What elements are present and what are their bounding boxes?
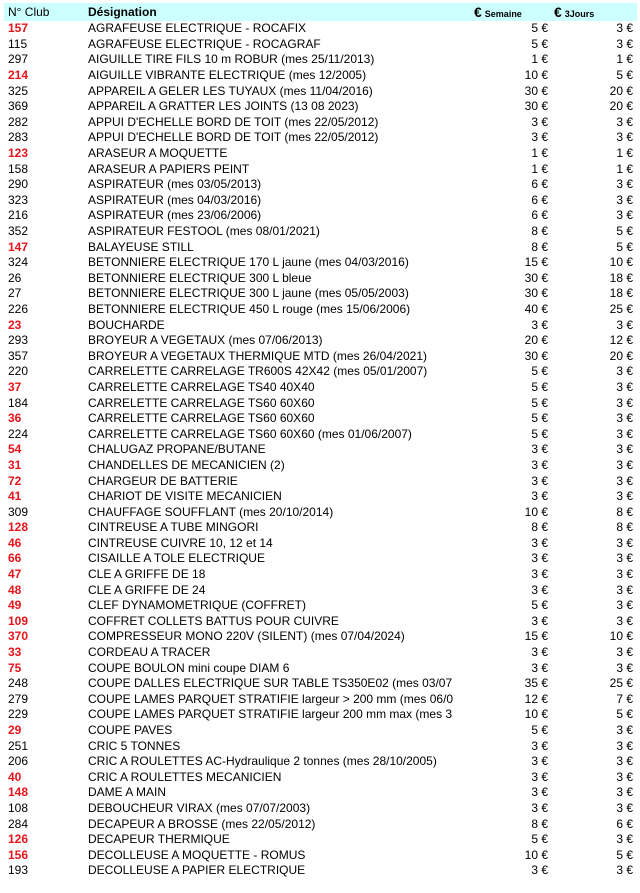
designation-cell: AGRAFEUSE ELECTRIQUE - ROCAGRAF	[88, 36, 321, 51]
week-price-cell: 5 €	[531, 21, 548, 36]
week-price-cell: 3 €	[531, 567, 548, 582]
table-row	[4, 770, 637, 786]
club-number-cell: 279	[8, 691, 29, 706]
three-days-price-cell: 20 €	[609, 99, 633, 114]
club-number-cell: 66	[8, 551, 22, 566]
designation-cell: BROYEUR A VEGETAUX THERMIQUE MTD (mes 26/04/2021)	[88, 348, 427, 363]
three-days-price-cell: 3 €	[616, 613, 633, 628]
club-number-cell: 284	[8, 816, 29, 831]
table-row	[4, 37, 637, 53]
week-price-cell: 8 €	[531, 239, 548, 254]
table-row	[4, 458, 637, 474]
three-days-price-cell: 3 €	[616, 177, 633, 192]
week-price-cell: 8 €	[531, 224, 548, 239]
three-days-price-cell: 3 €	[616, 411, 633, 426]
club-number-cell: 193	[8, 863, 29, 878]
week-price-cell: 12 €	[524, 691, 548, 706]
table-row	[4, 161, 637, 177]
designation-cell: ASPIRATEUR FESTOOL (mes 08/01/2021)	[88, 224, 320, 239]
week-price-cell: 3 €	[531, 317, 548, 332]
designation-cell: ARASEUR A PAPIERS PEINT	[88, 161, 250, 176]
designation-cell: CRIC A ROULETTES MECANICIEN	[88, 769, 282, 784]
table-row	[4, 832, 637, 848]
week-price-cell: 15 €	[524, 255, 548, 270]
table-row	[4, 551, 637, 567]
three-days-price-cell: 5 €	[616, 68, 633, 83]
table-row	[4, 598, 637, 614]
designation-cell: CHARIOT DE VISITE MECANICIEN	[88, 489, 282, 504]
table-row	[4, 271, 637, 287]
table-row	[4, 255, 637, 271]
three-days-price-cell: 3 €	[616, 114, 633, 129]
club-number-cell: 33	[8, 645, 22, 660]
three-days-price-cell: 3 €	[616, 863, 633, 878]
club-number-cell: 27	[8, 286, 22, 301]
table-row	[4, 426, 637, 442]
week-price-cell: 20 €	[524, 333, 548, 348]
table-row	[4, 801, 637, 817]
three-days-price-cell: 20 €	[609, 83, 633, 98]
header-club-number: N° Club	[4, 3, 84, 21]
table-row	[4, 333, 637, 349]
designation-cell: CLEF DYNAMOMETRIQUE (COFFRET)	[88, 598, 306, 613]
three-days-price-cell: 3 €	[616, 192, 633, 207]
table-row	[4, 177, 637, 193]
designation-cell: CARRELETTE CARRELAGE TR600S 42X42 (mes 05/01/2007)	[88, 364, 428, 379]
designation-cell: COUPE BOULON mini coupe DIAM 6	[88, 660, 290, 675]
table-row	[4, 68, 637, 84]
week-price-cell: 5 €	[531, 36, 548, 51]
club-number-cell: 206	[8, 754, 29, 769]
designation-cell: CARRELETTE CARRELAGE TS60 60X60 (mes 01/06/2007)	[88, 426, 412, 441]
week-price-cell: 30 €	[524, 83, 548, 98]
three-days-price-cell: 25 €	[609, 301, 633, 316]
designation-cell: ASPIRATEUR (mes 23/06/2006)	[88, 208, 262, 223]
week-price-cell: 8 €	[531, 520, 548, 535]
designation-cell: BETONNIERE ELECTRIQUE 170 L jaune (mes 04/03/2016)	[88, 255, 409, 270]
week-price-cell: 10 €	[524, 68, 548, 83]
designation-cell: ARASEUR A MOQUETTE	[88, 146, 228, 161]
club-number-cell: 37	[8, 379, 22, 394]
club-number-cell: 352	[8, 224, 29, 239]
club-number-cell: 309	[8, 504, 29, 519]
club-number-cell: 23	[8, 317, 22, 332]
three-days-price-cell: 5 €	[616, 239, 633, 254]
table-row	[4, 660, 637, 676]
club-number-cell: 54	[8, 442, 22, 457]
table-row	[4, 239, 637, 255]
table-row	[4, 754, 637, 770]
three-days-price-cell: 3 €	[616, 208, 633, 223]
table-row	[4, 442, 637, 458]
designation-cell: BETONNIERE ELECTRIQUE 450 L rouge (mes 15/06/2006)	[88, 301, 411, 316]
designation-cell: CHANDELLES DE MECANICIEN (2)	[88, 457, 285, 472]
designation-cell: BALAYEUSE STILL	[88, 239, 194, 254]
designation-cell: CHALUGAZ PROPANE/BUTANE	[88, 442, 266, 457]
designation-cell: CARRELETTE CARRELAGE TS60 60X60	[88, 395, 315, 410]
club-number-cell: 324	[8, 255, 29, 270]
three-days-price-cell: 3 €	[616, 738, 633, 753]
designation-cell: ASPIRATEUR (mes 04/03/2016)	[88, 192, 262, 207]
week-price-cell: 3 €	[531, 645, 548, 660]
designation-cell: CRIC 5 TONNES	[88, 738, 181, 753]
three-days-price-cell: 3 €	[616, 379, 633, 394]
table-row	[4, 536, 637, 552]
three-days-price-cell: 3 €	[616, 426, 633, 441]
club-number-cell: 323	[8, 192, 29, 207]
table-row	[4, 785, 637, 801]
week-price-cell: 6 €	[531, 177, 548, 192]
three-days-price-cell: 3 €	[616, 551, 633, 566]
table-row	[4, 614, 637, 630]
table-row	[4, 676, 637, 692]
club-number-cell: 126	[8, 832, 29, 847]
table-row	[4, 99, 637, 115]
week-price-cell: 1 €	[531, 146, 548, 161]
designation-cell: COUPE DALLES ELECTRIQUE SUR TABLE TS350E02 (mes 03/07	[88, 676, 453, 691]
table-row	[4, 380, 637, 396]
week-price-cell: 5 €	[531, 832, 548, 847]
three-days-price-cell: 10 €	[609, 255, 633, 270]
week-price-cell: 3 €	[531, 660, 548, 675]
three-days-price-cell: 25 €	[609, 676, 633, 691]
week-price-cell: 30 €	[524, 286, 548, 301]
club-number-cell: 147	[8, 239, 29, 254]
designation-cell: DEBOUCHEUR VIRAX (mes 07/07/2003)	[88, 800, 311, 815]
three-days-price-cell: 10 €	[609, 629, 633, 644]
club-number-cell: 72	[8, 473, 22, 488]
week-price-cell: 5 €	[531, 379, 548, 394]
club-number-cell: 47	[8, 567, 22, 582]
three-days-price-cell: 3 €	[616, 130, 633, 145]
week-price-cell: 30 €	[524, 348, 548, 363]
three-days-price-cell: 3 €	[616, 317, 633, 332]
club-number-cell: 46	[8, 535, 22, 550]
club-number-cell: 214	[8, 68, 29, 83]
week-price-cell: 3 €	[531, 551, 548, 566]
three-days-price-cell: 3 €	[616, 754, 633, 769]
week-price-cell: 10 €	[524, 504, 548, 519]
three-days-price-cell: 3 €	[616, 660, 633, 675]
club-number-cell: 26	[8, 270, 22, 285]
club-number-cell: 123	[8, 146, 29, 161]
three-days-price-cell: 1 €	[616, 146, 633, 161]
club-number-cell: 29	[8, 723, 22, 738]
header-designation: Désignation	[84, 3, 474, 21]
three-days-price-cell: 3 €	[616, 800, 633, 815]
club-number-cell: 216	[8, 208, 29, 223]
week-price-cell: 3 €	[531, 800, 548, 815]
week-price-cell: 5 €	[531, 723, 548, 738]
three-days-price-cell: 6 €	[616, 816, 633, 831]
week-price-cell: 5 €	[531, 395, 548, 410]
table-row	[4, 504, 637, 520]
week-price-cell: 3 €	[531, 457, 548, 472]
table-row	[4, 208, 637, 224]
table-row	[4, 83, 637, 99]
designation-cell: COFFRET COLLETS BATTUS POUR CUIVRE	[88, 613, 339, 628]
three-days-price-cell: 3 €	[616, 36, 633, 51]
table-row	[4, 286, 637, 302]
designation-cell: CARRELETTE CARRELAGE TS60 60X60	[88, 411, 315, 426]
club-number-cell: 41	[8, 489, 22, 504]
week-price-cell: 1 €	[531, 161, 548, 176]
table-row	[4, 847, 637, 863]
table-row	[4, 21, 637, 37]
table-row	[4, 645, 637, 661]
table-row	[4, 224, 637, 240]
week-price-cell: 10 €	[524, 707, 548, 722]
header-row	[4, 3, 637, 21]
week-price-cell: 30 €	[524, 99, 548, 114]
euro-icon: €	[474, 4, 482, 20]
three-days-price-cell: 8 €	[616, 504, 633, 519]
designation-cell: ASPIRATEUR (mes 03/05/2013)	[88, 177, 262, 192]
club-number-cell: 36	[8, 411, 22, 426]
table-row	[4, 348, 637, 364]
designation-cell: APPAREIL A GELER LES TUYAUX (mes 11/04/2016)	[88, 83, 373, 98]
designation-cell: DECAPEUR THERMIQUE	[88, 832, 230, 847]
table-row	[4, 364, 637, 380]
week-price-cell: 5 €	[531, 364, 548, 379]
three-days-price-cell: 3 €	[616, 489, 633, 504]
club-number-cell: 31	[8, 457, 22, 472]
designation-cell: AIGUILLE TIRE FILS 10 m ROBUR (mes 25/11/2013)	[88, 52, 375, 67]
designation-cell: CINTREUSE CUIVRE 10, 12 et 14	[88, 535, 273, 550]
week-price-cell: 5 €	[531, 411, 548, 426]
week-price-cell: 3 €	[531, 473, 548, 488]
header-3days-label: 3Jours	[564, 9, 595, 19]
table-row	[4, 473, 637, 489]
club-number-cell: 40	[8, 769, 22, 784]
rental-price-table	[4, 3, 637, 879]
week-price-cell: 3 €	[531, 442, 548, 457]
designation-cell: CISAILLE A TOLE ELECTRIQUE	[88, 551, 265, 566]
three-days-price-cell: 20 €	[609, 348, 633, 363]
designation-cell: CHARGEUR DE BATTERIE	[88, 473, 238, 488]
designation-cell: COMPRESSEUR MONO 220V (SILENT) (mes 07/04/2024)	[88, 629, 405, 644]
table-row	[4, 302, 637, 318]
euro-icon: €	[554, 4, 562, 20]
designation-cell: DECOLLEUSE A MOQUETTE - ROMUS	[88, 847, 306, 862]
week-price-cell: 3 €	[531, 130, 548, 145]
club-number-cell: 283	[8, 130, 29, 145]
table-row	[4, 520, 637, 536]
three-days-price-cell: 5 €	[616, 847, 633, 862]
week-price-cell: 3 €	[531, 738, 548, 753]
club-number-cell: 148	[8, 785, 29, 800]
designation-cell: CHAUFFAGE SOUFFLANT (mes 20/10/2014)	[88, 504, 334, 519]
table-row	[4, 115, 637, 131]
three-days-price-cell: 5 €	[616, 224, 633, 239]
designation-cell: BOUCHARDE	[88, 317, 165, 332]
table-row	[4, 629, 637, 645]
club-number-cell: 325	[8, 83, 29, 98]
designation-cell: CARRELETTE CARRELAGE TS40 40X40	[88, 379, 315, 394]
club-number-cell: 357	[8, 348, 29, 363]
designation-cell: COUPE LAMES PARQUET STRATIFIE largeur > 200 mm (mes 06/0	[88, 691, 454, 706]
three-days-price-cell: 3 €	[616, 723, 633, 738]
week-price-cell: 3 €	[531, 754, 548, 769]
club-number-cell: 156	[8, 847, 29, 862]
designation-cell: CINTREUSE A TUBE MINGORI	[88, 520, 259, 535]
designation-cell: BETONNIERE ELECTRIQUE 300 L jaune (mes 05/05/2003)	[88, 286, 409, 301]
designation-cell: DAME A MAIN	[88, 785, 167, 800]
three-days-price-cell: 1 €	[616, 52, 633, 67]
three-days-price-cell: 7 €	[616, 691, 633, 706]
three-days-price-cell: 3 €	[616, 769, 633, 784]
designation-cell: APPUI D'ECHELLE BORD DE TOIT (mes 22/05/2012)	[88, 114, 379, 129]
table-row	[4, 146, 637, 162]
club-number-cell: 248	[8, 676, 29, 691]
table-row	[4, 193, 637, 209]
club-number-cell: 184	[8, 395, 29, 410]
club-number-cell: 282	[8, 114, 29, 129]
three-days-price-cell: 3 €	[616, 364, 633, 379]
table-row	[4, 52, 637, 68]
designation-cell: CLE A GRIFFE DE 18	[88, 567, 206, 582]
week-price-cell: 8 €	[531, 816, 548, 831]
three-days-price-cell: 3 €	[616, 442, 633, 457]
designation-cell: BROYEUR A VEGETAUX (mes 07/06/2013)	[88, 333, 323, 348]
three-days-price-cell: 8 €	[616, 520, 633, 535]
designation-cell: COUPE PAVES	[88, 723, 173, 738]
table-row	[4, 395, 637, 411]
table-row	[4, 489, 637, 505]
table-row	[4, 317, 637, 333]
designation-cell: CLE A GRIFFE DE 24	[88, 582, 206, 597]
designation-cell: APPAREIL A GRATTER LES JOINTS (13 08 2023)	[88, 99, 359, 114]
header-week-price	[474, 3, 554, 21]
club-number-cell: 224	[8, 426, 29, 441]
three-days-price-cell: 3 €	[616, 598, 633, 613]
table-row	[4, 707, 637, 723]
three-days-price-cell: 5 €	[616, 707, 633, 722]
three-days-price-cell: 1 €	[616, 161, 633, 176]
week-price-cell: 3 €	[531, 114, 548, 129]
designation-cell: COUPE LAMES PARQUET STRATIFIE largeur 200 mm max (mes 3	[88, 707, 453, 722]
designation-cell: DECAPEUR A BROSSE (mes 22/05/2012)	[88, 816, 316, 831]
three-days-price-cell: 3 €	[616, 457, 633, 472]
three-days-price-cell: 18 €	[609, 286, 633, 301]
three-days-price-cell: 3 €	[616, 645, 633, 660]
week-price-cell: 3 €	[531, 535, 548, 550]
table-row	[4, 411, 637, 427]
club-number-cell: 229	[8, 707, 29, 722]
club-number-cell: 48	[8, 582, 22, 597]
week-price-cell: 6 €	[531, 192, 548, 207]
week-price-cell: 15 €	[524, 629, 548, 644]
club-number-cell: 157	[8, 21, 29, 36]
week-price-cell: 3 €	[531, 863, 548, 878]
designation-cell: CRIC A ROULETTES AC-Hydraulique 2 tonnes (mes 28/10/2005)	[88, 754, 437, 769]
table-row	[4, 738, 637, 754]
three-days-price-cell: 3 €	[616, 582, 633, 597]
club-number-cell: 115	[8, 36, 28, 51]
club-number-cell: 220	[8, 364, 29, 379]
table-row	[4, 816, 637, 832]
designation-cell: BETONNIERE ELECTRIQUE 300 L bleue	[88, 270, 312, 285]
three-days-price-cell: 3 €	[616, 21, 633, 36]
header-week-label: Semaine	[484, 9, 522, 19]
club-number-cell: 128	[8, 520, 29, 535]
three-days-price-cell: 3 €	[616, 535, 633, 550]
week-price-cell: 1 €	[531, 52, 548, 67]
table-row	[4, 582, 637, 598]
club-number-cell: 75	[8, 660, 22, 675]
table-body	[4, 21, 637, 879]
table-row	[4, 692, 637, 708]
club-number-cell: 251	[8, 738, 29, 753]
week-price-cell: 3 €	[531, 785, 548, 800]
three-days-price-cell: 3 €	[616, 473, 633, 488]
three-days-price-cell: 12 €	[609, 333, 633, 348]
three-days-price-cell: 3 €	[616, 785, 633, 800]
designation-cell: AGRAFEUSE ELECTRIQUE - ROCAFIX	[88, 21, 307, 36]
table-row	[4, 567, 637, 583]
designation-cell: CORDEAU A TRACER	[88, 645, 211, 660]
club-number-cell: 109	[8, 613, 29, 628]
week-price-cell: 3 €	[531, 489, 548, 504]
table-row	[4, 130, 637, 146]
club-number-cell: 369	[8, 99, 29, 114]
club-number-cell: 290	[8, 177, 29, 192]
club-number-cell: 49	[8, 598, 22, 613]
club-number-cell: 226	[8, 301, 29, 316]
week-price-cell: 6 €	[531, 208, 548, 223]
club-number-cell: 158	[8, 161, 29, 176]
week-price-cell: 40 €	[524, 301, 548, 316]
week-price-cell: 5 €	[531, 426, 548, 441]
club-number-cell: 297	[8, 52, 29, 67]
week-price-cell: 3 €	[531, 769, 548, 784]
three-days-price-cell: 3 €	[616, 395, 633, 410]
three-days-price-cell: 18 €	[609, 270, 633, 285]
week-price-cell: 35 €	[524, 676, 548, 691]
table-row	[4, 863, 637, 879]
designation-cell: APPUI D'ECHELLE BORD DE TOIT (mes 22/05/2012)	[88, 130, 379, 145]
designation-cell: DECOLLEUSE A PAPIER ELECTRIQUE	[88, 863, 306, 878]
club-number-cell: 293	[8, 333, 29, 348]
three-days-price-cell: 3 €	[616, 567, 633, 582]
club-number-cell: 370	[8, 629, 29, 644]
designation-cell: AIGUILLE VIBRANTE ELECTRIQUE (mes 12/2005)	[88, 68, 367, 83]
header-3days-price	[554, 3, 637, 21]
club-number-cell: 108	[8, 800, 29, 815]
week-price-cell: 3 €	[531, 582, 548, 597]
table-row	[4, 723, 637, 739]
week-price-cell: 5 €	[531, 598, 548, 613]
week-price-cell: 10 €	[524, 847, 548, 862]
three-days-price-cell: 3 €	[616, 832, 633, 847]
week-price-cell: 3 €	[531, 613, 548, 628]
table-header	[4, 3, 637, 21]
week-price-cell: 30 €	[524, 270, 548, 285]
